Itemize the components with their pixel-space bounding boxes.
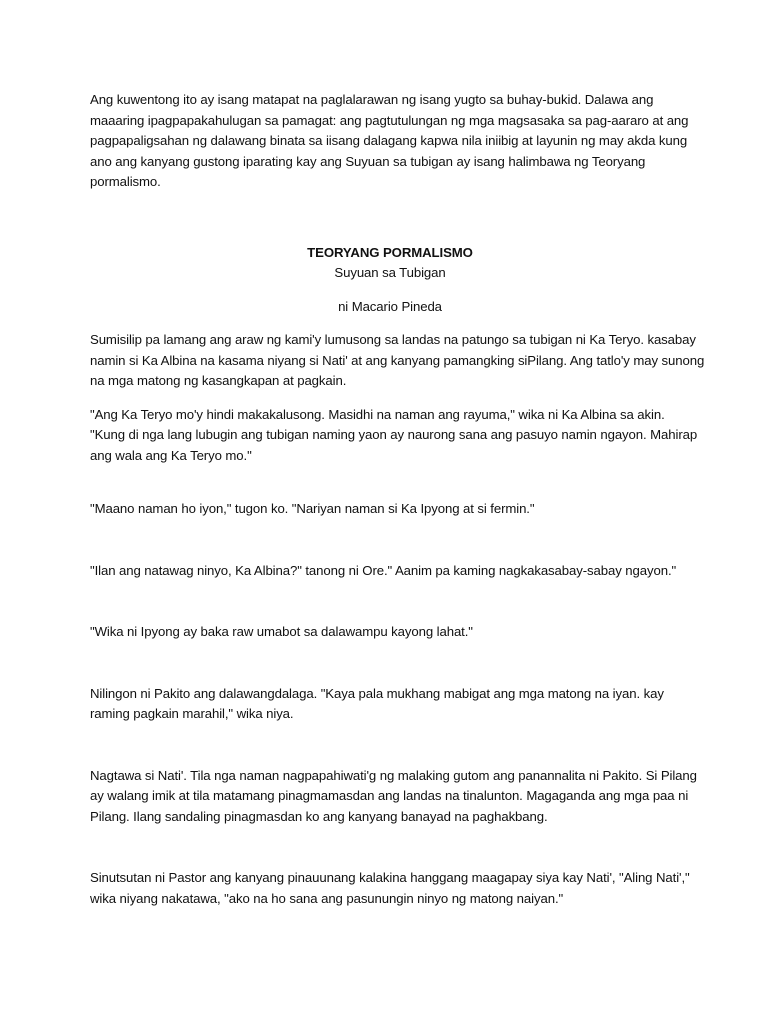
text-line: pormalismo. bbox=[90, 174, 161, 189]
story-paragraph bbox=[90, 622, 690, 643]
text-line: wika niyang nakatawa, "ako na ho sana ang pasunungin ninyo ng matong naiyan." bbox=[90, 890, 564, 906]
text-line: ang wala ang Ka Teryo mo." bbox=[90, 447, 252, 463]
author-line bbox=[90, 297, 690, 318]
title-block bbox=[90, 243, 690, 284]
text-line: ay walang imik at tila matamang pinagmamasdan ang landas na tinalunton. Magaganda ang mga paa ni bbox=[90, 788, 689, 803]
text-line: ano ang kanyang gustong iparating kay ang Suyuan sa tubigan ay isang halimbawa ng Teoryang bbox=[90, 153, 646, 169]
story-paragraph bbox=[90, 499, 690, 520]
text-line: "Kung di nga lang lubugin ang tubigan naming yaon ay naurong sana ang pasuyo namin ngayon. Mahirap bbox=[90, 427, 698, 442]
text-line: Nilingon ni Pakito ang dalawangdalaga. "Kaya pala mukhang mabigat ang mga matong na iyan. kay bbox=[90, 685, 664, 701]
text-line: Sinutsutan ni Pastor ang kanyang pinauunang kalakina hanggang maagapay siya kay Nati', "Aling Nati'," bbox=[90, 870, 690, 885]
text-line: Nagtawa si Nati'. Tila nga naman nagpapahiwati'g ng malaking gutom ang panannalita ni Pakito. Si Pilang bbox=[90, 767, 697, 783]
story-paragraph bbox=[90, 766, 697, 828]
text-line: raming pagkain marahil," wika niya. bbox=[90, 706, 294, 721]
text-line: "Maano naman ho iyon," tugon ko. "Nariyan naman si Ka Ipyong at si fermin." bbox=[90, 501, 535, 516]
story-paragraph bbox=[90, 405, 698, 467]
text-line: "Wika ni Ipyong ay baka raw umabot sa dalawampu kayong lahat." bbox=[90, 624, 473, 639]
document-page bbox=[90, 90, 705, 909]
story-paragraph bbox=[90, 684, 690, 725]
text-line: "Ilan ang natawag ninyo, Ka Albina?" tanong ni Ore." Aanim pa kaming nagkakasabay-sabay ngayon." bbox=[90, 562, 677, 578]
text-line: na mga matong ng kasangkapan at pagkain. bbox=[90, 373, 347, 388]
text-line: Sumisilip pa lamang ang araw ng kami'y lumusong sa landas na patungo sa tubigan ni Ka Teryo. kasabay bbox=[90, 332, 696, 347]
text-line: maaaring ipagpapakahulugan sa pamagat: ang pagtutulungan ng mga magsasaka sa pag-aararo at ang bbox=[90, 112, 689, 128]
story-paragraph bbox=[90, 561, 690, 582]
author-name: ni Macario Pineda bbox=[338, 298, 442, 314]
text-line: "Ang Ka Teryo mo'y hindi makakalusong. Masidhi na naman ang rayuma," wika ni Ka Albina sa akin. bbox=[90, 406, 665, 422]
intro-paragraph bbox=[90, 90, 690, 193]
text-line: namin si Ka Albina na kasama niyang si Nati' at ang kanyang pamangking siPilang. Ang tatlo'y may sunong bbox=[90, 352, 705, 368]
text-line: Ang kuwentong ito ay isang matapat na paglalarawan ng isang yugto sa buhay-bukid. Dalawa ang bbox=[90, 92, 654, 107]
theory-heading: TEORYANG PORMALISMO bbox=[307, 244, 473, 260]
text-line: pagpapaligsahan ng dalawang binata sa iisang dalagang kapwa nila iniibig at layunin ng may akda kung bbox=[90, 133, 688, 148]
text-line: Pilang. Ilang sandaling pinagmasdan ko ang kanyang banayad na paghakbang. bbox=[90, 808, 548, 824]
story-title: Suyuan sa Tubigan bbox=[334, 265, 446, 280]
story-paragraph bbox=[90, 330, 705, 392]
story-paragraph bbox=[90, 868, 690, 909]
